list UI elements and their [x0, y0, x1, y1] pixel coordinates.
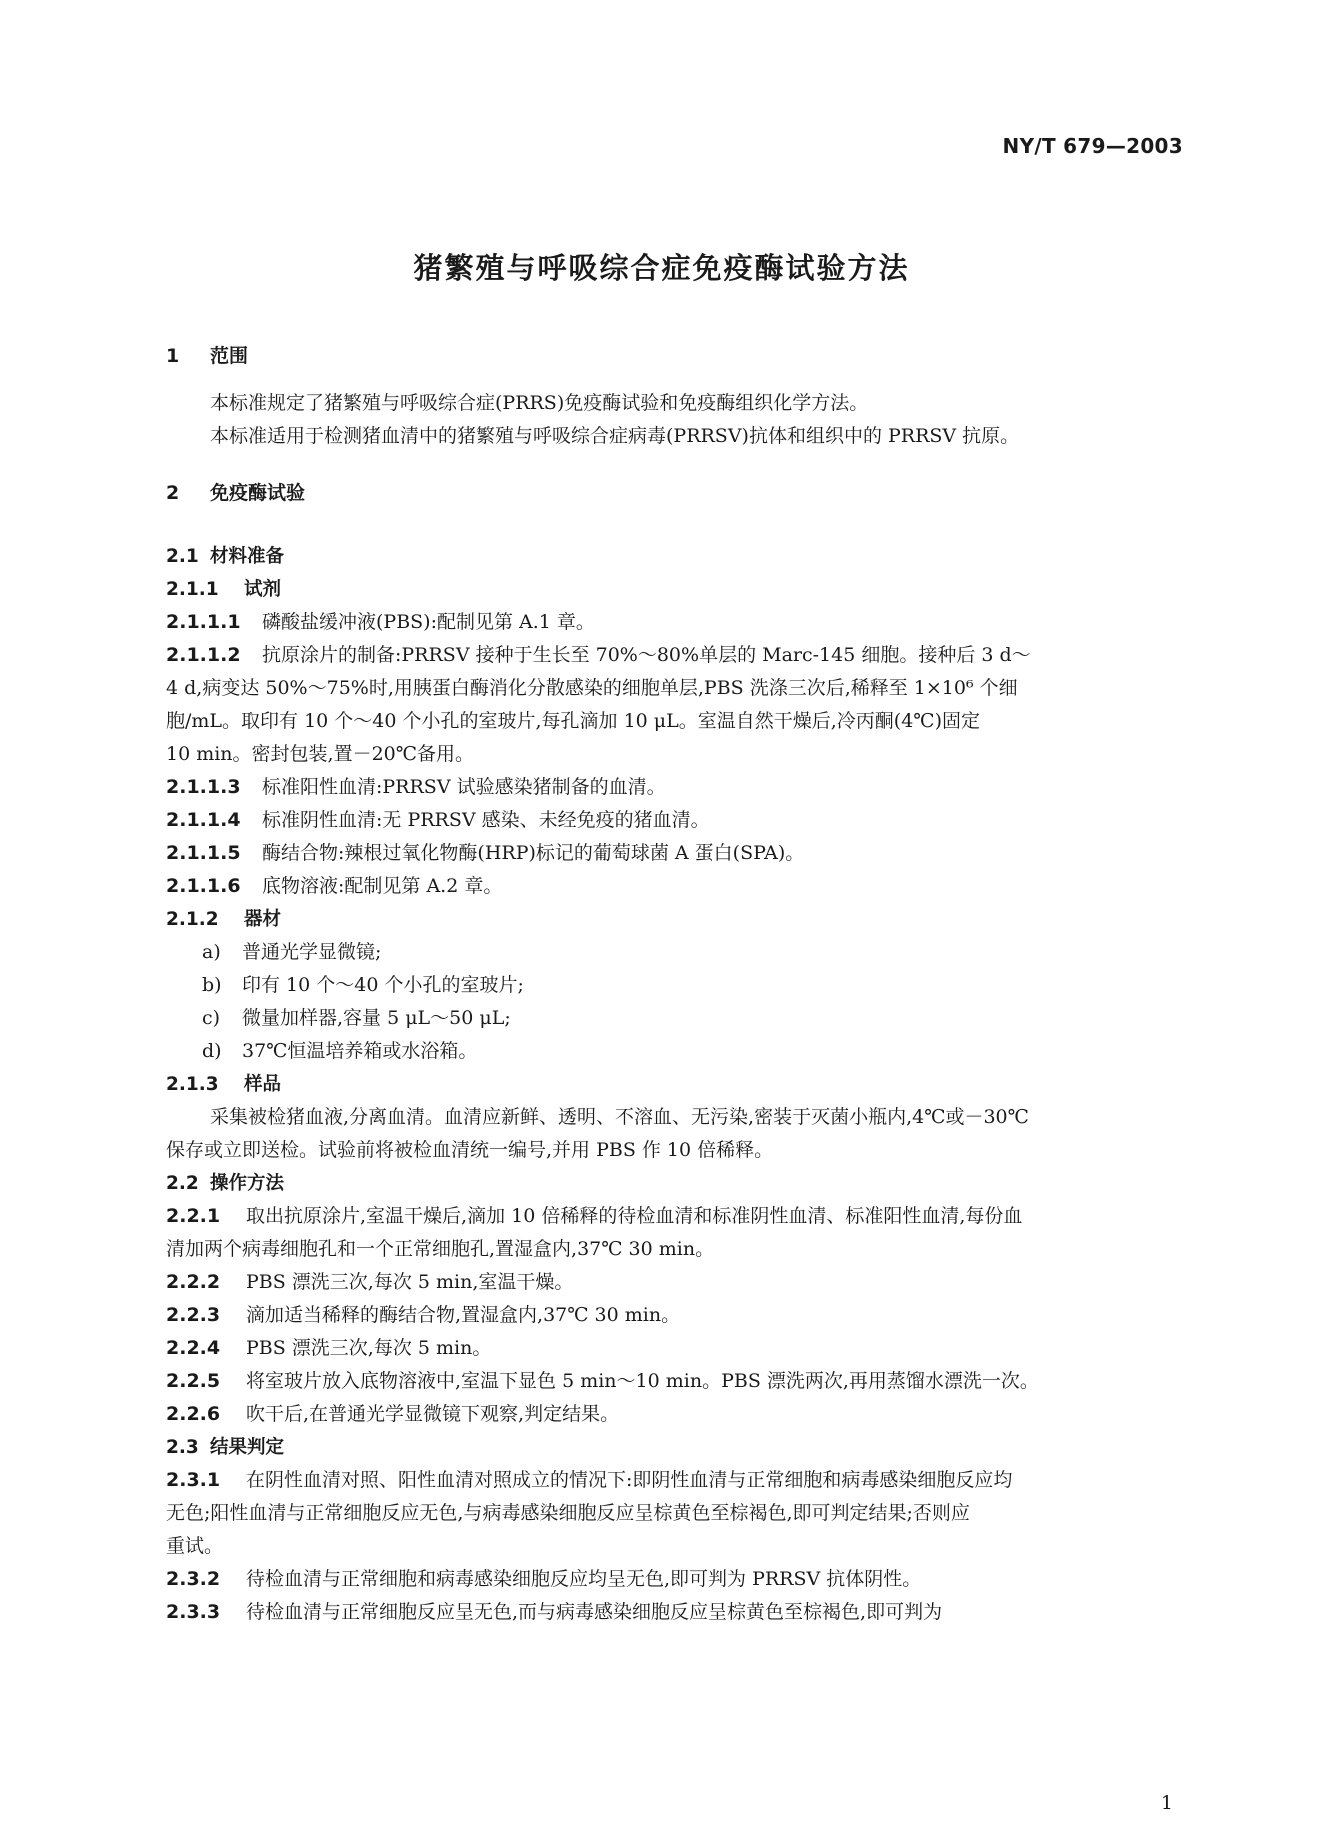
paragraph-continuation: 保存或立即送检。试验前将被检血清统一编号,并用 PBS 作 10 倍稀释。: [166, 1139, 774, 1161]
section-number: 2.1.1: [166, 579, 219, 600]
clause-number: 2.2.3: [166, 1304, 221, 1326]
section-number: 2.1: [166, 546, 199, 567]
section-title: 试剂: [244, 579, 282, 600]
section-title: 样品: [244, 1074, 282, 1095]
section-number: 1: [166, 345, 180, 367]
list-marker: c): [202, 1007, 221, 1029]
clause: [166, 1200, 1186, 1233]
clause: [166, 1332, 1186, 1365]
page-number: 1: [1160, 1792, 1173, 1814]
paragraph: 本标准规定了猪繁殖与呼吸综合症(PRRS)免疫酶试验和免疫酶组织化学方法。: [210, 392, 869, 414]
section-title: 器材: [244, 909, 282, 930]
clause-number: 2.1.1.1: [166, 611, 241, 633]
clause: [166, 1365, 1186, 1398]
clause-number: 2.3.3: [166, 1601, 221, 1623]
clause-number: 2.1.1.6: [166, 875, 241, 897]
section-number: 2.1.2: [166, 909, 219, 930]
subsection-heading: [166, 573, 1186, 606]
clause-continuation: 无色;阳性血清与正常细胞反应无色,与病毒感染细胞反应呈棕黄色至棕褐色,即可判定结果;否则应: [166, 1502, 970, 1524]
clause-continuation: 10 min。密封包装,置－20℃备用。: [166, 743, 475, 765]
clause-number: 2.1.1.3: [166, 776, 241, 798]
paragraph: 本标准适用于检测猪血清中的猪繁殖与呼吸综合症病毒(PRRSV)抗体和组织中的 PRRSV 抗原。: [210, 425, 1020, 447]
clause-continuation: 清加两个病毒细胞孔和一个正常细胞孔,置湿盒内,37℃ 30 min。: [166, 1238, 715, 1260]
section-title: 材料准备: [210, 546, 285, 567]
clause-text: 待检血清与正常细胞反应呈无色,而与病毒感染细胞反应呈棕黄色至棕褐色,即可判为: [246, 1601, 943, 1623]
section-heading: [166, 340, 1186, 373]
clause: [166, 639, 1186, 672]
clause: [166, 1266, 1186, 1299]
clause: [166, 1299, 1186, 1332]
clause-text: PBS 漂洗三次,每次 5 min,室温干燥。: [246, 1271, 574, 1293]
clause: [166, 771, 1186, 804]
clause-number: 2.2.5: [166, 1370, 221, 1392]
clause-number: 2.3.2: [166, 1568, 221, 1590]
list-item: [166, 936, 1186, 969]
clause: [166, 1563, 1186, 1596]
clause-number: 2.1.1.5: [166, 842, 241, 864]
clause-text: 待检血清与正常细胞和病毒感染细胞反应均呈无色,即可判为 PRRSV 抗体阴性。: [246, 1568, 922, 1590]
list-text: 普通光学显微镜;: [242, 941, 382, 963]
clause-number: 2.2.1: [166, 1205, 221, 1227]
clause-number: 2.3.1: [166, 1469, 221, 1491]
clause-text: 磷酸盐缓冲液(PBS):配制见第 A.1 章。: [262, 611, 595, 633]
subsection-heading: [166, 903, 1186, 936]
clause: [166, 804, 1186, 837]
clause-text: 滴加适当稀释的酶结合物,置湿盒内,37℃ 30 min。: [246, 1304, 681, 1326]
section-number: 2.1.3: [166, 1074, 219, 1095]
clause: [166, 1464, 1186, 1497]
list-text: 37℃恒温培养箱或水浴箱。: [242, 1040, 478, 1062]
clause-text: 抗原涂片的制备:PRRSV 接种于生长至 70%～80%单层的 Marc-145 细胞。接种后 3 d～: [262, 644, 1031, 666]
clause-continuation: 重试。: [166, 1535, 224, 1557]
clause-text: 吹干后,在普通光学显微镜下观察,判定结果。: [246, 1403, 620, 1425]
clause: [166, 1596, 1186, 1629]
list-item: [166, 1002, 1186, 1035]
clause-text: 标准阴性血清:无 PRRSV 感染、未经免疫的猪血清。: [262, 809, 710, 831]
section-title: 结果判定: [210, 1437, 285, 1458]
list-marker: b): [202, 974, 222, 996]
clause-text: 将室玻片放入底物溶液中,室温下显色 5 min～10 min。PBS 漂洗两次,再用蒸馏水漂洗一次。: [246, 1370, 1039, 1392]
clause-text: PBS 漂洗三次,每次 5 min。: [246, 1337, 492, 1359]
list-item: [166, 969, 1186, 1002]
clause: [166, 837, 1186, 870]
section-number: 2.3: [166, 1437, 199, 1458]
list-item: [166, 1035, 1186, 1068]
list-marker: a): [202, 941, 221, 963]
section-number: 2: [166, 482, 180, 504]
clause: [166, 606, 1186, 639]
subsection-heading: [166, 1068, 1186, 1101]
section-number: 2.2: [166, 1173, 199, 1194]
section-title: 操作方法: [210, 1173, 285, 1194]
subsection-heading: [166, 1431, 1186, 1464]
clause-text: 底物溶液:配制见第 A.2 章。: [262, 875, 503, 897]
paragraph: 采集被检猪血液,分离血清。血清应新鲜、透明、不溶血、无污染,密装于灭菌小瓶内,4℃或－30℃: [210, 1106, 1029, 1128]
clause-continuation: 4 d,病变达 50%～75%时,用胰蛋白酶消化分散感染的细胞单层,PBS 洗涤三次后,稀释至 1×10⁶ 个细: [166, 677, 1018, 699]
section-heading: [166, 477, 1186, 510]
clause-continuation: 胞/mL。取印有 10 个～40 个小孔的室玻片,每孔滴加 10 μL。室温自然干燥后,冷丙酮(4℃)固定: [166, 710, 980, 732]
list-marker: d): [202, 1040, 222, 1062]
clause-text: 取出抗原涂片,室温干燥后,滴加 10 倍稀释的待检血清和标准阴性血清、标准阳性血清,每份血: [246, 1205, 1023, 1227]
document-title: 猪繁殖与呼吸综合症免疫酶试验方法: [413, 251, 910, 285]
document-body: [166, 340, 1186, 1629]
section-title: 免疫酶试验: [210, 482, 306, 504]
clause: [166, 1398, 1186, 1431]
standard-number: NY/T 679—2003: [1002, 134, 1183, 158]
clause-text: 在阴性血清对照、阳性血清对照成立的情况下:即阴性血清与正常细胞和病毒感染细胞反应均: [246, 1469, 1013, 1491]
subsection-heading: [166, 1167, 1186, 1200]
clause-number: 2.2.4: [166, 1337, 221, 1359]
list-text: 印有 10 个～40 个小孔的室玻片;: [242, 974, 524, 996]
subsection-heading: [166, 540, 1186, 573]
section-title: 范围: [210, 345, 249, 367]
clause-text: 酶结合物:辣根过氧化物酶(HRP)标记的葡萄球菌 A 蛋白(SPA)。: [262, 842, 805, 864]
clause-text: 标准阳性血清:PRRSV 试验感染猪制备的血清。: [262, 776, 666, 798]
clause: [166, 870, 1186, 903]
list-text: 微量加样器,容量 5 μL～50 μL;: [242, 1007, 511, 1029]
clause-number: 2.2.2: [166, 1271, 221, 1293]
clause-number: 2.2.6: [166, 1403, 221, 1425]
clause-number: 2.1.1.2: [166, 644, 241, 666]
clause-number: 2.1.1.4: [166, 809, 241, 831]
